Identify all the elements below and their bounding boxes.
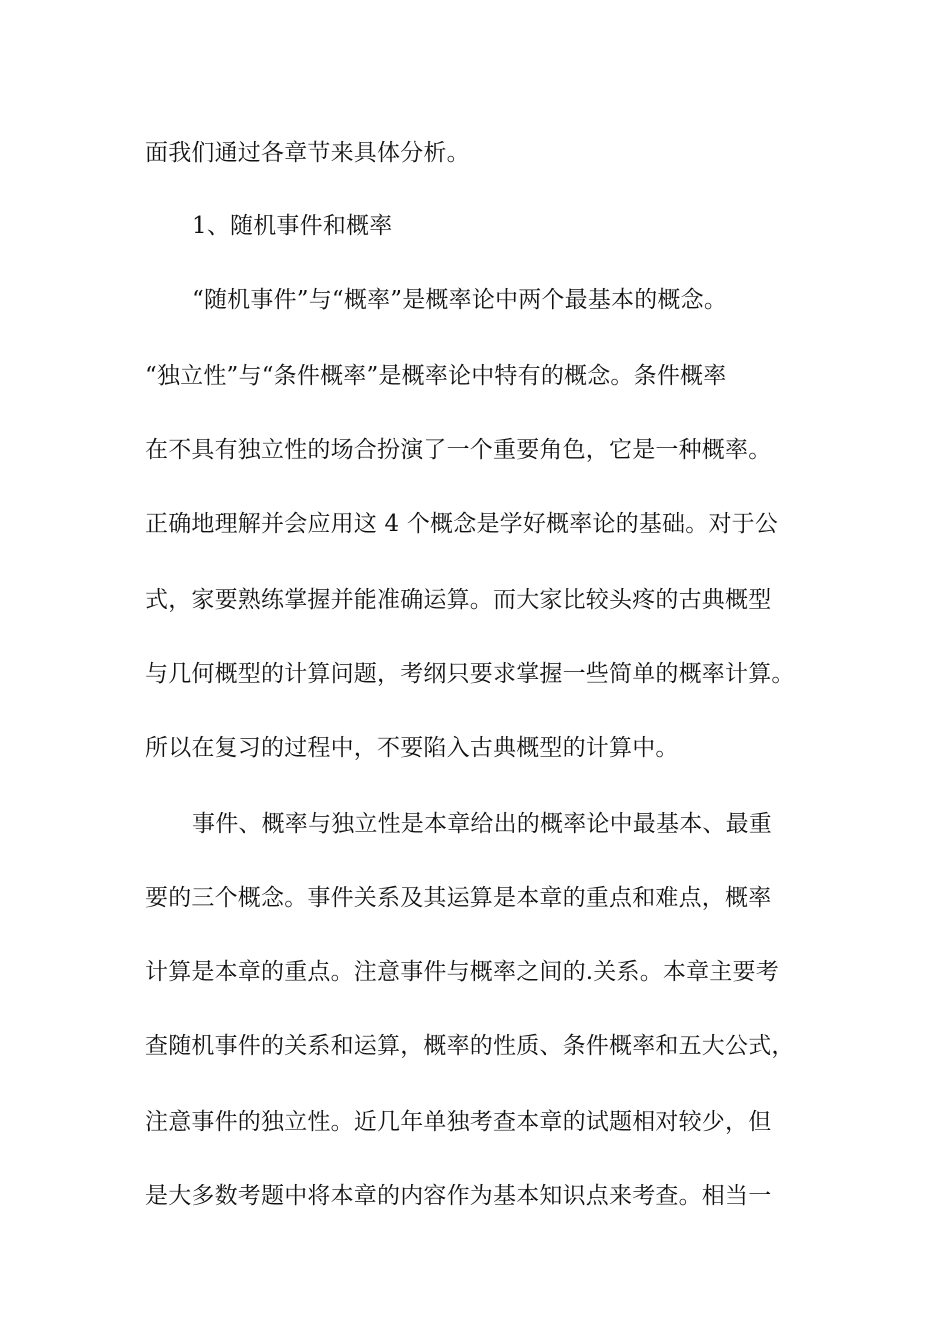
paragraph-line-4: “独立性”与“条件概率”是概率论中特有的概念。条件概率 (145, 363, 727, 389)
paragraph-line-13: 查随机事件的关系和运算，概率的性质、条件概率和五大公式， (145, 1033, 795, 1059)
paragraph-line-10: 事件、概率与独立性是本章给出的概率论中最基本、最重 (192, 811, 772, 837)
paragraph-line-15: 是大多数考题中将本章的内容作为基本知识点来考查。相当一 (145, 1183, 772, 1209)
paragraph-line-7: 式，家要熟练掌握并能准确运算。而大家比较头疼的古典概型 (145, 587, 772, 613)
paragraph-line-11: 要的三个概念。事件关系及其运算是本章的重点和难点，概率 (145, 885, 772, 911)
paragraph-line-8: 与几何概型的计算问题，考纲只要求掌握一些简单的概率计算。 (145, 661, 795, 687)
paragraph-line-12: 计算是本章的重点。注意事件与概率之间的.关系。本章主要考 (145, 959, 779, 985)
paragraph-line-9: 所以在复习的过程中，不要陷入古典概型的计算中。 (145, 735, 679, 761)
paragraph-line-3: “随机事件”与“概率”是概率论中两个最基本的概念。 (192, 287, 728, 313)
paragraph-line-1: 面我们通过各章节来具体分析。 (145, 140, 470, 166)
paragraph-line-6: 正确地理解并会应用这 4 个概念是学好概率论的基础。对于公 (145, 511, 779, 537)
paragraph-line-14: 注意事件的独立性。近几年单独考查本章的试题相对较少，但 (145, 1109, 772, 1135)
section-heading: 1、随机事件和概率 (192, 213, 393, 239)
paragraph-line-5: 在不具有独立性的场合扮演了一个重要角色，它是一种概率。 (145, 437, 772, 463)
